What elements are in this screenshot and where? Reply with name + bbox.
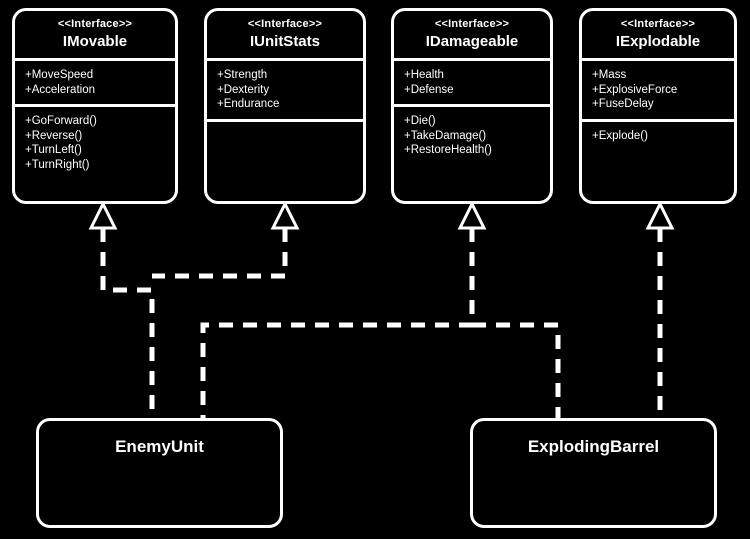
attribute-item: +Mass (592, 69, 627, 81)
attribute-item: +ExplosiveForce (592, 83, 678, 96)
realization-explodingbarrel-iexplodable (648, 204, 672, 418)
attribute-item: +Acceleration (25, 83, 95, 96)
operation-item: +Explode() (592, 129, 648, 142)
interface-box-imovable[interactable] (12, 8, 178, 204)
class-box-explodingbarrel[interactable] (470, 418, 717, 528)
operation-item: +TurnLeft() (25, 144, 82, 156)
operation-item: +Die() (404, 115, 436, 127)
interface-header-iunitstats (207, 11, 363, 58)
interface-name: IExplodable (615, 33, 701, 50)
attributes-section-iexplodable (582, 61, 734, 119)
operation-item: +TurnRight() (25, 158, 90, 171)
interface-header-imovable (15, 11, 175, 58)
attribute-item: +FuseDelay (592, 98, 654, 110)
attributes-section-imovable (15, 61, 175, 104)
operations-section-iexplodable (582, 122, 734, 151)
interface-name: IMovable (62, 33, 128, 50)
stereotype-label: <<Interface>> (434, 18, 510, 30)
interface-box-iexplodable[interactable] (579, 8, 737, 204)
interface-header-iexplodable (582, 11, 734, 58)
operation-item: +GoForward() (25, 115, 97, 127)
stereotype-label: <<Interface>> (247, 18, 323, 30)
operations-section-iunitstats (207, 122, 363, 136)
interface-header-idamageable (394, 11, 550, 58)
class-box-enemyunit[interactable] (36, 418, 283, 528)
attribute-item: +Dexterity (217, 83, 270, 96)
attribute-item: +MoveSpeed (25, 69, 94, 81)
attributes-section-iunitstats (207, 61, 363, 119)
attribute-item: +Strength (217, 69, 268, 81)
realization-enemyunit-imovable (91, 204, 152, 418)
class-name: EnemyUnit (115, 437, 204, 456)
operation-item: +TakeDamage() (404, 129, 487, 142)
stereotype-label: <<Interface>> (620, 18, 696, 30)
interface-name: IDamageable (425, 33, 519, 50)
attribute-item: +Health (404, 69, 444, 81)
attribute-item: +Endurance (217, 98, 280, 110)
interface-box-idamageable[interactable] (391, 8, 553, 204)
realization-idamageable (203, 204, 558, 418)
operations-section-idamageable (394, 107, 550, 165)
operations-section-imovable (15, 107, 175, 179)
stereotype-label: <<Interface>> (57, 18, 133, 30)
attribute-item: +Defense (404, 83, 454, 96)
operation-item: +RestoreHealth() (404, 144, 492, 156)
attributes-section-idamageable (394, 61, 550, 104)
interface-box-iunitstats[interactable] (204, 8, 366, 204)
realization-enemyunit-iunitstats (152, 204, 297, 276)
interface-name: IUnitStats (249, 33, 320, 50)
operation-item: +Reverse() (25, 129, 83, 142)
class-name: ExplodingBarrel (527, 437, 660, 456)
